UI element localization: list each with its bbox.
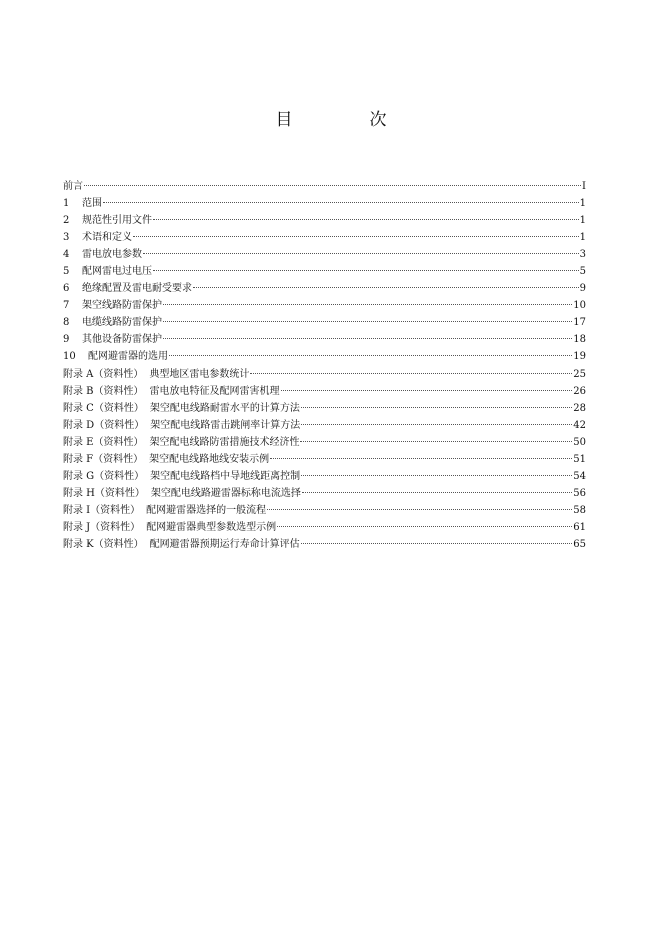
toc-entry-title: 架空线路防雷保护 — [82, 300, 162, 312]
toc-entry[interactable] — [63, 417, 586, 434]
toc-dot-leader — [300, 441, 572, 442]
toc-entry[interactable] — [63, 451, 586, 468]
toc-entry-title: 配网避雷器选择的一般流程 — [146, 504, 267, 516]
toc-entry-title: 架空配电线路档中导地线距离控制 — [150, 470, 301, 482]
toc-entry-title: 架空配电线路避雷器标称电流选择 — [150, 487, 301, 499]
toc-entry[interactable] — [63, 246, 586, 263]
toc-entry-page-number: 26 — [573, 385, 586, 397]
toc-entry-page-number: 56 — [573, 487, 586, 499]
toc-entry-appendix-tag: 附录 B（资料性） — [63, 385, 144, 397]
toc-entry-appendix-tag: 附录 K（资料性） — [63, 538, 144, 550]
toc-entry-appendix-tag: 附录 D（资料性） — [63, 419, 145, 431]
toc-entry-page-number: 18 — [573, 334, 586, 346]
toc-entry-page-number: 5 — [579, 266, 586, 278]
toc-entry-title: 架空配电线路耐雷水平的计算方法 — [149, 402, 300, 414]
toc-entry-title: 配网雷电过电压 — [82, 266, 152, 278]
toc-entry-appendix-tag: 附录 J（资料性） — [63, 521, 141, 533]
toc-entry[interactable] — [63, 195, 586, 212]
toc-entry-number: 10 — [63, 351, 76, 363]
toc-dot-leader — [153, 270, 579, 271]
toc-dot-leader — [270, 458, 572, 459]
page-title: 目 次 — [275, 110, 417, 130]
toc-entry-appendix-tag: 附录 F（资料性） — [63, 453, 144, 465]
toc-entry[interactable] — [63, 314, 586, 331]
toc-entry-title: 雷电放电参数 — [82, 249, 142, 261]
toc-entry-page-number: 1 — [579, 215, 586, 227]
toc-entry-title: 配网避雷器典型参数选型示例 — [146, 521, 277, 533]
toc-entry-title: 术语和定义 — [82, 232, 132, 244]
toc-entry-page-number: 3 — [579, 249, 586, 261]
toc-entry[interactable] — [63, 383, 586, 400]
toc-entry-title: 架空配电线路雷击跳闸率计算方法 — [150, 419, 301, 431]
toc-entry-number: 6 — [63, 283, 70, 295]
toc-entry-page-number: 54 — [573, 470, 586, 482]
toc-entry-page-number: 65 — [573, 538, 586, 550]
toc-entry-appendix-tag: 附录 G（资料性） — [63, 470, 145, 482]
toc-entry-appendix-tag: 附录 C（资料性） — [63, 402, 144, 414]
toc-dot-leader — [250, 373, 572, 374]
toc-entry-page-number: 51 — [573, 453, 586, 465]
toc-entry-appendix-tag: 附录 E（资料性） — [63, 436, 144, 448]
toc-dot-leader — [301, 475, 572, 476]
toc-entry-page-number: 42 — [573, 419, 586, 431]
toc-entry[interactable] — [63, 229, 586, 246]
toc-entry-title: 配网避雷器的选用 — [88, 351, 168, 363]
toc-dot-leader — [169, 355, 572, 356]
toc-entry-title: 配网避雷器预期运行寿命计算评估 — [149, 538, 300, 550]
toc-entry-number: 2 — [63, 215, 70, 227]
toc-dot-leader — [301, 424, 572, 425]
toc-entry-page-number: 61 — [573, 521, 586, 533]
toc-entry[interactable] — [63, 297, 586, 314]
toc-dot-leader — [267, 509, 572, 510]
toc-entry-page-number: 10 — [573, 300, 586, 312]
toc-dot-leader — [163, 338, 572, 339]
toc-entry-page-number: 25 — [573, 368, 586, 380]
toc-entry[interactable] — [63, 178, 586, 195]
toc-dot-leader — [163, 304, 572, 305]
toc-entry[interactable] — [63, 366, 586, 383]
toc-entry-page-number: 50 — [573, 436, 586, 448]
toc-entry-number: 4 — [63, 249, 70, 261]
toc-entry-page-number: 1 — [579, 198, 586, 210]
toc-entry[interactable] — [63, 468, 586, 485]
toc-entry[interactable] — [63, 536, 586, 553]
toc-entry-title: 规范性引用文件 — [82, 215, 152, 227]
toc-entry-appendix-tag: 附录 H（资料性） — [63, 487, 145, 499]
toc-entry-number: 9 — [63, 334, 70, 346]
toc-entry-page-number: 9 — [579, 283, 586, 295]
toc-entry-number: 7 — [63, 300, 70, 312]
toc-entry-page-number: 17 — [573, 317, 586, 329]
toc-entry-number: 3 — [63, 232, 70, 244]
toc-entry-number: 1 — [63, 198, 70, 210]
toc-entry-page-number: 19 — [573, 351, 586, 363]
toc-entry[interactable] — [63, 502, 586, 519]
toc-entry[interactable] — [63, 519, 586, 536]
toc-entry[interactable] — [63, 280, 586, 297]
toc-entry-number: 8 — [63, 317, 70, 329]
toc-entry-title: 前言 — [63, 181, 83, 192]
toc-entry-title: 电缆线路防雷保护 — [82, 317, 162, 329]
toc-dot-leader — [143, 253, 579, 254]
toc-entry-page-number: I — [582, 181, 586, 192]
toc-dot-leader — [133, 236, 579, 237]
toc-entry[interactable] — [63, 331, 586, 348]
toc-entry-page-number: 28 — [573, 402, 586, 414]
toc-entry-title: 范围 — [82, 198, 102, 210]
toc-entry[interactable] — [63, 263, 586, 280]
toc-dot-leader — [302, 492, 572, 493]
toc-dot-leader — [301, 407, 572, 408]
toc-entry-title: 架空配电线路地线安装示例 — [149, 453, 270, 465]
toc-dot-leader — [103, 202, 579, 203]
toc-entry[interactable] — [63, 485, 586, 502]
toc-dot-leader — [281, 390, 573, 391]
toc-entry-appendix-tag: 附录 I（资料性） — [63, 504, 141, 516]
toc-entry-appendix-tag: 附录 A（资料性） — [63, 368, 144, 380]
toc-entry-title: 绝缘配置及雷电耐受要求 — [82, 283, 192, 295]
toc-entry[interactable] — [63, 212, 586, 229]
toc-entry[interactable] — [63, 400, 586, 417]
toc-entry-page-number: 58 — [573, 504, 586, 516]
toc-entry-page-number: 1 — [579, 232, 586, 244]
toc-dot-leader — [277, 526, 572, 527]
toc-dot-leader — [193, 287, 579, 288]
toc-entry-title: 典型地区雷电参数统计 — [149, 368, 250, 380]
toc-entry[interactable] — [63, 348, 586, 365]
toc-entry-title: 其他设备防雷保护 — [82, 334, 162, 346]
table-of-contents — [63, 178, 586, 553]
toc-dot-leader — [84, 185, 581, 186]
toc-entry-title: 雷电放电特征及配网雷害机理 — [149, 385, 280, 397]
toc-dot-leader — [301, 543, 573, 544]
toc-dot-leader — [153, 219, 579, 220]
toc-entry-title: 架空配电线路防雷措施技术经济性 — [149, 436, 300, 448]
toc-dot-leader — [163, 321, 572, 322]
toc-entry[interactable] — [63, 434, 586, 451]
toc-entry-number: 5 — [63, 266, 70, 278]
